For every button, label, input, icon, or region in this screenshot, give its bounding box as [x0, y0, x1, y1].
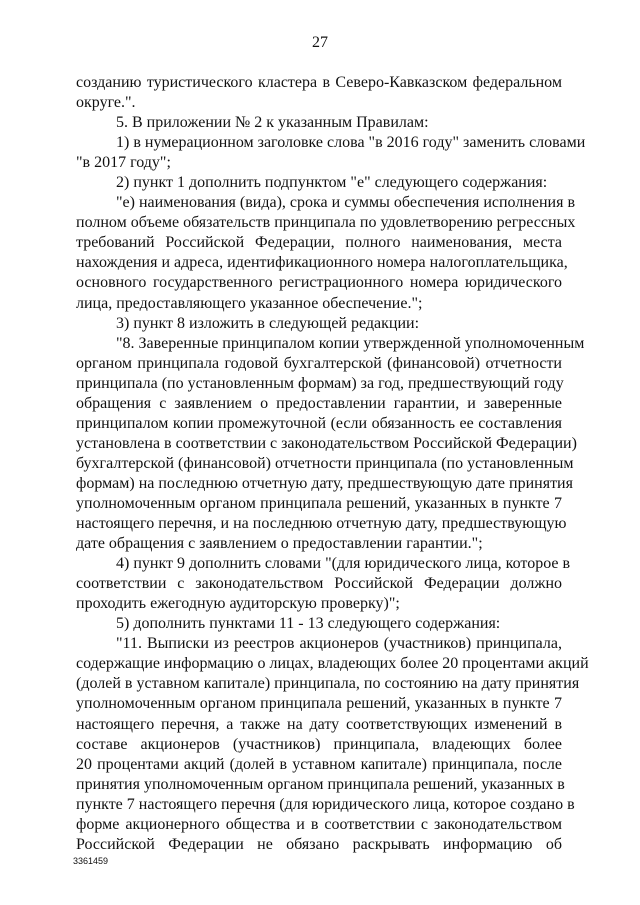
text-line: формам) на последнюю отчетную дату, предшествующую дате принятия — [76, 474, 573, 492]
text-line: обращения с заявлением о предоставлении гарантии, и заверенные — [76, 394, 562, 412]
text-line: органом принципала годовой бухгалтерской (финансовой) отчетности — [76, 354, 562, 372]
text-line: "в 2017 году"; — [76, 154, 171, 172]
text-line: округе.". — [76, 94, 136, 112]
page-number: 27 — [312, 34, 328, 51]
document-body — [76, 73, 589, 855]
text-line: уполномоченным органом принципала решений, указанных в пункте 7 — [76, 695, 562, 713]
text-line: нахождения и адреса, идентификационного номера налогоплательщика, — [76, 254, 568, 272]
text-line: дате обращения с заявлением о предоставлении гарантии."; — [76, 535, 483, 553]
text-line: созданию туристического кластера в Северо-Кавказском федеральном — [76, 74, 562, 91]
text-line: принципала (по установленным формам) за год, предшествующий году — [76, 374, 564, 392]
text-line: лица, предоставляющего указанное обеспечение."; — [76, 294, 423, 312]
text-line: установлена в соответствии с законодательством Российской Федерации) — [76, 434, 577, 452]
text-line: 2) пункт 1 дополнить подпунктом "е" следующего содержания: — [116, 174, 548, 192]
text-line: проходить ежегодную аудиторскую проверку)"; — [76, 595, 400, 613]
text-line: 1) в нумерационном заголовке слова "в 2016 году" заменить словами — [116, 134, 586, 152]
text-line: составе акционеров (участников) принципала, владеющих более — [76, 735, 562, 753]
text-line: "е) наименования (вида), срока и суммы обеспечения исполнения в — [116, 194, 576, 212]
document-code: 3361459 — [73, 856, 109, 866]
text-line: соответствии с законодательством Российской Федерации должно — [76, 575, 562, 593]
text-line: полном объеме обязательств принципала по удовлетворению регрессных — [76, 214, 576, 232]
text-line: настоящего перечня, и на последнюю отчетную дату, предшествующую — [76, 515, 567, 533]
text-line: бухгалтерской (финансовой) отчетности принципала (по установленным — [76, 454, 574, 472]
text-line: Российской Федерации не обязано раскрывать информацию об — [76, 835, 562, 853]
text-line: содержащие информацию о лицах, владеющих более 20 процентами акций — [76, 655, 589, 673]
text-line: основного государственного регистрационного номера юридического — [76, 274, 562, 292]
text-line: 4) пункт 9 дополнить словами "(для юридического лица, которое в — [116, 555, 571, 573]
text-line: 5) дополнить пунктами 11 - 13 следующего содержания: — [116, 615, 501, 633]
text-line: (долей в уставном капитале) принципала, по состоянию на дату принятия — [76, 675, 580, 693]
text-line: "8. Заверенные принципалом копии утвержденной уполномоченным — [116, 334, 585, 352]
text-line: 3) пункт 8 изложить в следующей редакции: — [116, 314, 420, 332]
text-line: настоящего перечня, а также на дату соответствующих изменений в — [76, 715, 562, 733]
text-line: принятия уполномоченным органом принципала решений, указанных в — [76, 775, 565, 793]
text-line: пункте 7 настоящего перечня (для юридического лица, которое создано в — [76, 795, 575, 813]
text-line: уполномоченным органом принципала решений, указанных в пункте 7 — [76, 494, 562, 512]
text-line: "11. Выписки из реестров акционеров (участников) принципала, — [116, 635, 562, 653]
text-line: форме акционерного общества и в соответствии с законодательством — [76, 815, 562, 833]
text-line: требований Российской Федерации, полного наименования, места — [76, 234, 562, 252]
text-line: принципалом копии промежуточной (если обязанность ее составления — [76, 414, 562, 432]
text-line: 5. В приложении № 2 к указанным Правилам: — [116, 114, 429, 132]
text-line: 20 процентами акций (долей в уставном капитале) принципала, после — [76, 755, 562, 773]
